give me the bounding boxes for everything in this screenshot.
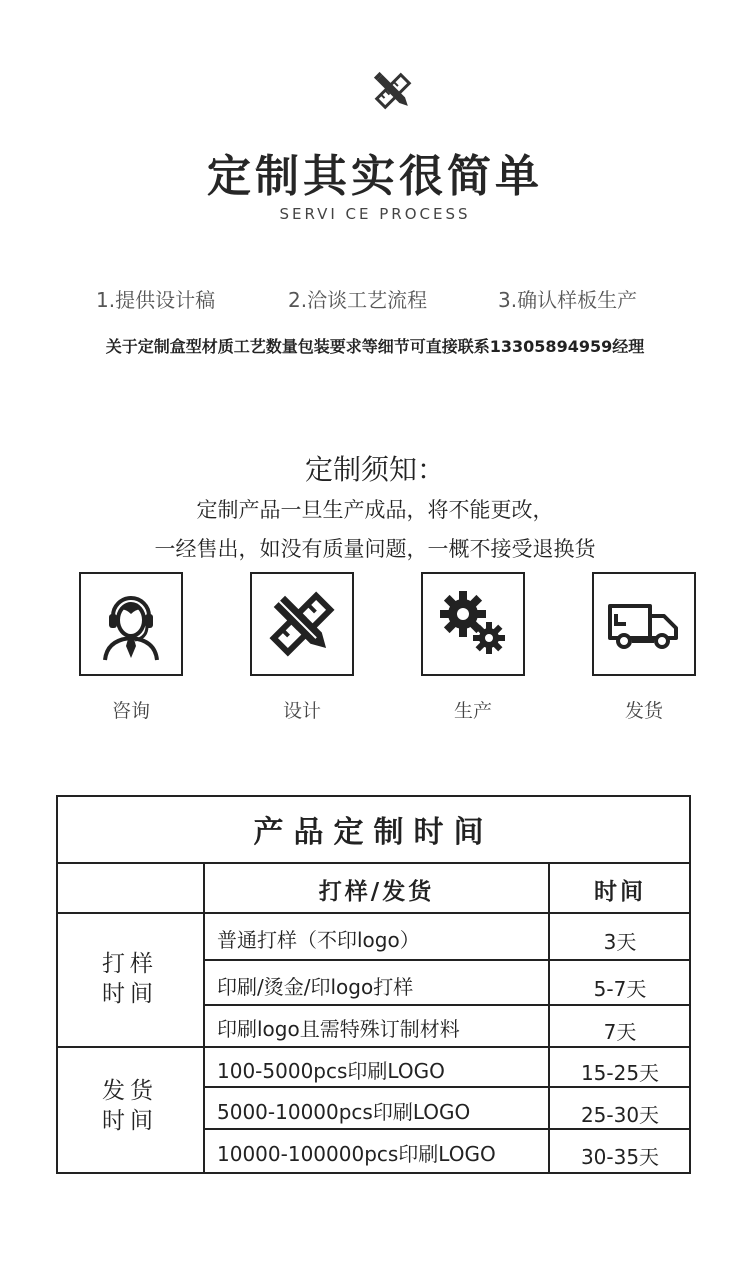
table-header-item: 打样/发货 — [318, 879, 435, 905]
delivery-truck-icon — [604, 584, 684, 664]
notice-title: 定制须知： — [304, 453, 445, 486]
page-subtitle: SERVI CE PROCESS — [279, 205, 471, 223]
notice-line-1: 定制产品一旦生产成品，将不能更改， — [196, 498, 554, 522]
service-design-label: 设计 — [282, 700, 321, 722]
table-row-time: 25-30天 — [580, 1103, 660, 1127]
table-row-time: 3天 — [603, 930, 637, 954]
notice-line-2: 一经售出，如没有质量问题，一概不接受退换货 — [154, 537, 596, 561]
schedule-table — [56, 795, 691, 1174]
table-row-item: 印刷logo且需特殊订制材料 — [217, 1017, 460, 1041]
gears-icon — [433, 584, 513, 664]
table-row-item: 100-5000pcs印刷LOGO — [217, 1059, 445, 1083]
table-row-time: 15-25天 — [580, 1061, 660, 1085]
customer-service-icon — [91, 584, 171, 664]
group-label-delivery — [56, 1076, 204, 1136]
service-shipping-box — [592, 572, 696, 676]
service-production-label: 生产 — [453, 700, 492, 722]
step-confirm-sample: 3.确认样板生产 — [498, 288, 638, 312]
table-row-item: 印刷/烫金/印logo打样 — [217, 975, 414, 999]
contact-line: 关于定制盒型材质工艺数量包装要求等细节可直接联系13305894959经理 — [105, 337, 645, 356]
step-negotiate-process: 2.洽谈工艺流程 — [288, 288, 428, 312]
table-header-time: 时间 — [594, 879, 646, 905]
table-row-item: 普通打样（不印logo） — [217, 928, 420, 952]
service-design-box — [250, 572, 354, 676]
page-title: 定制其实很简单 — [207, 151, 543, 202]
table-row-time: 30-35天 — [580, 1145, 660, 1169]
service-production-box — [421, 572, 525, 676]
service-consult-label: 咨询 — [111, 700, 150, 722]
group-label-sample — [56, 949, 204, 1009]
service-shipping-label: 发货 — [624, 700, 663, 722]
table-title: 产品定制时间 — [253, 815, 494, 850]
service-consult-box — [79, 572, 183, 676]
pencil-ruler-icon — [368, 66, 418, 116]
group-label-line: 发货 — [102, 1078, 158, 1104]
table-row-item: 10000-100000pcs印刷LOGO — [217, 1142, 496, 1166]
group-label-line: 时间 — [102, 981, 158, 1007]
group-label-line: 打样 — [102, 951, 158, 977]
table-row-item: 5000-10000pcs印刷LOGO — [217, 1100, 471, 1124]
pencil-ruler-icon — [262, 584, 342, 664]
table-row-time: 5-7天 — [593, 977, 647, 1001]
table-row-time: 7天 — [603, 1020, 637, 1044]
step-provide-design: 1.提供设计稿 — [96, 288, 216, 312]
group-label-line: 时间 — [102, 1108, 158, 1134]
